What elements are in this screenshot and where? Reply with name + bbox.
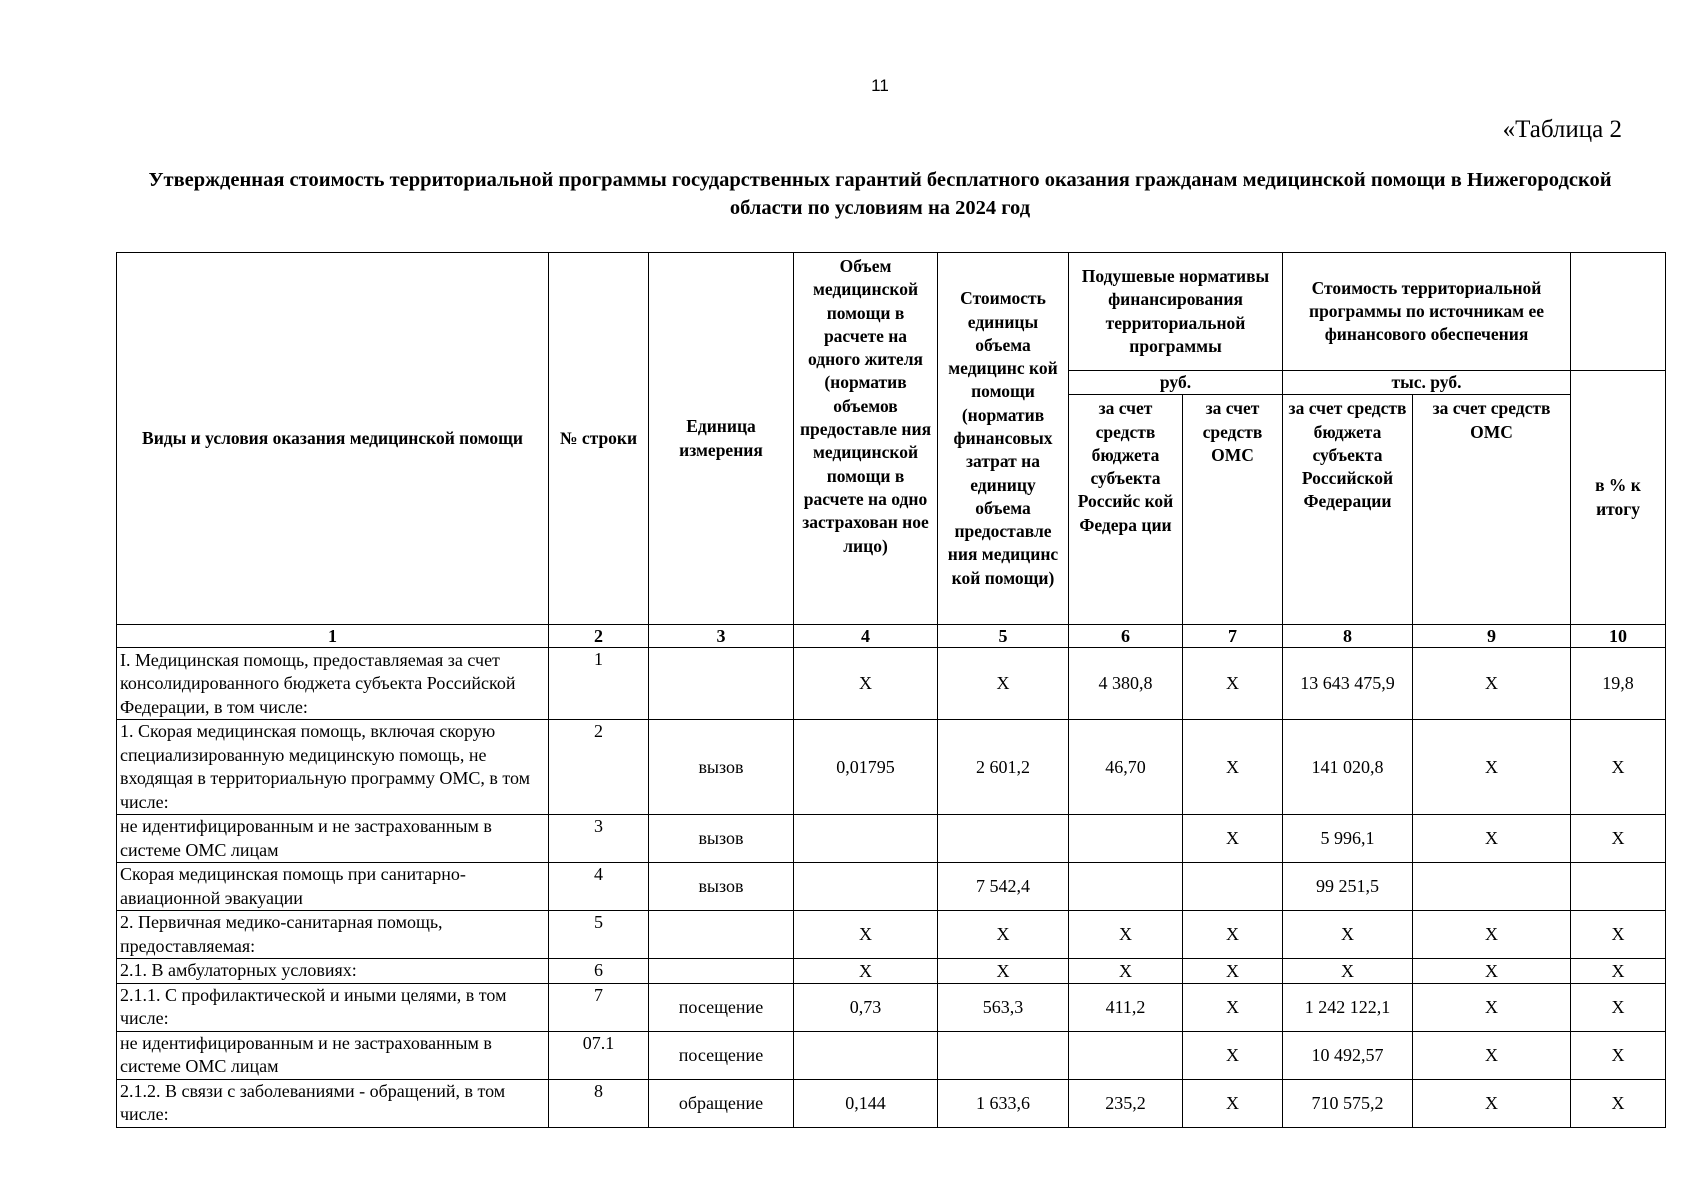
value-cell-c6: 235,2 — [1069, 1079, 1183, 1127]
row-number-cell: 3 — [549, 815, 649, 863]
header-percent-of-total: в % к итогу — [1571, 371, 1666, 625]
value-cell-c6: 4 380,8 — [1069, 648, 1183, 720]
row-number-cell: 2 — [549, 720, 649, 815]
value-cell-c4: Х — [794, 911, 938, 959]
column-number: 10 — [1571, 625, 1666, 648]
table-row — [117, 911, 1666, 959]
header-service-types: Виды и условия оказания медицинской помощи — [117, 253, 549, 625]
value-cell-c9: Х — [1413, 648, 1571, 720]
column-number: 3 — [649, 625, 794, 648]
value-cell-c4: 0,01795 — [794, 720, 938, 815]
table-row — [117, 720, 1666, 815]
value-cell-c8: 5 996,1 — [1283, 815, 1413, 863]
service-type-cell: не идентифицированным и не застрахованным в системе ОМС лицам — [117, 1031, 549, 1079]
service-type-cell: 2. Первичная медико-санитарная помощь, предоставляемая: — [117, 911, 549, 959]
value-cell-c5: 2 601,2 — [938, 720, 1069, 815]
column-number: 5 — [938, 625, 1069, 648]
value-cell-c7: Х — [1183, 911, 1283, 959]
column-number: 9 — [1413, 625, 1571, 648]
unit-cell: вызов — [649, 863, 794, 911]
value-cell-c10: 19,8 — [1571, 648, 1666, 720]
value-cell-c6: 411,2 — [1069, 983, 1183, 1031]
value-cell-c6 — [1069, 1031, 1183, 1079]
value-cell-c5: Х — [938, 959, 1069, 984]
value-cell-c9: Х — [1413, 1079, 1571, 1127]
row-number-cell: 1 — [549, 648, 649, 720]
value-cell-c10: Х — [1571, 983, 1666, 1031]
value-cell-c10: Х — [1571, 1031, 1666, 1079]
value-cell-c8: Х — [1283, 911, 1413, 959]
value-cell-c8: 1 242 122,1 — [1283, 983, 1413, 1031]
value-cell-c5 — [938, 815, 1069, 863]
column-number: 2 — [549, 625, 649, 648]
value-cell-c10: Х — [1571, 815, 1666, 863]
row-number-cell: 07.1 — [549, 1031, 649, 1079]
header-unit-cost: Стоимость единицы объема медицинс кой помощи (норматив финансовых затрат на единицу объема предоставле ния медицинс кой помощи) — [938, 253, 1069, 625]
value-cell-c7: Х — [1183, 648, 1283, 720]
value-cell-c7: Х — [1183, 720, 1283, 815]
header-budget-thous: за счет средств бюджета субъекта Российской Федерации — [1283, 395, 1413, 625]
row-number-cell: 7 — [549, 983, 649, 1031]
header-row-number: № строки — [549, 253, 649, 625]
service-type-cell: не идентифицированным и не застрахованным в системе ОМС лицам — [117, 815, 549, 863]
cost-table — [116, 252, 1666, 1128]
value-cell-c9: Х — [1413, 815, 1571, 863]
row-number-cell: 8 — [549, 1079, 649, 1127]
value-cell-c10: Х — [1571, 720, 1666, 815]
service-type-cell: 2.1.2. В связи с заболеваниями - обращений, в том числе: — [117, 1079, 549, 1127]
column-number: 7 — [1183, 625, 1283, 648]
value-cell-c6 — [1069, 815, 1183, 863]
unit-cell: посещение — [649, 1031, 794, 1079]
row-number-cell: 6 — [549, 959, 649, 984]
value-cell-c9: Х — [1413, 720, 1571, 815]
value-cell-c9: Х — [1413, 1031, 1571, 1079]
value-cell-c7: Х — [1183, 1079, 1283, 1127]
column-number: 1 — [117, 625, 549, 648]
value-cell-c5: 7 542,4 — [938, 863, 1069, 911]
value-cell-c9: Х — [1413, 983, 1571, 1031]
value-cell-c6: 46,70 — [1069, 720, 1183, 815]
value-cell-c7: Х — [1183, 959, 1283, 984]
value-cell-c4: 0,144 — [794, 1079, 938, 1127]
value-cell-c4 — [794, 863, 938, 911]
table-row — [117, 815, 1666, 863]
header-empty-top — [1571, 253, 1666, 371]
column-number: 8 — [1283, 625, 1413, 648]
table-row — [117, 983, 1666, 1031]
page-number: 11 — [871, 76, 889, 95]
unit-cell — [649, 959, 794, 984]
column-number: 4 — [794, 625, 938, 648]
header-budget-rub: за счет средств бюджета субъекта Российс кой Федера ции — [1069, 395, 1183, 625]
header-per-capita-group: Подушевые нормативы финансирования территориальной программы — [1069, 253, 1283, 371]
value-cell-c8: Х — [1283, 959, 1413, 984]
value-cell-c10: Х — [1571, 911, 1666, 959]
table-row — [117, 1031, 1666, 1079]
unit-cell: вызов — [649, 815, 794, 863]
value-cell-c8: 10 492,57 — [1283, 1031, 1413, 1079]
value-cell-c4 — [794, 815, 938, 863]
value-cell-c10: Х — [1571, 959, 1666, 984]
table-row — [117, 1079, 1666, 1127]
value-cell-c6: Х — [1069, 959, 1183, 984]
value-cell-c9 — [1413, 863, 1571, 911]
unit-cell: вызов — [649, 720, 794, 815]
row-number-cell: 4 — [549, 863, 649, 911]
value-cell-c8: 13 643 475,9 — [1283, 648, 1413, 720]
value-cell-c7: Х — [1183, 1031, 1283, 1079]
unit-cell: посещение — [649, 983, 794, 1031]
column-numbers-row — [117, 625, 1666, 648]
unit-cell: обращение — [649, 1079, 794, 1127]
value-cell-c7 — [1183, 863, 1283, 911]
value-cell-c5 — [938, 1031, 1069, 1079]
value-cell-c9: Х — [1413, 911, 1571, 959]
header-oms-rub: за счет средств ОМС — [1183, 395, 1283, 625]
service-type-cell: Скорая медицинская помощь при санитарно-авиационной эвакуации — [117, 863, 549, 911]
value-cell-c9: Х — [1413, 959, 1571, 984]
value-cell-c4 — [794, 1031, 938, 1079]
value-cell-c5: Х — [938, 648, 1069, 720]
value-cell-c7: Х — [1183, 983, 1283, 1031]
value-cell-c10 — [1571, 863, 1666, 911]
value-cell-c8: 141 020,8 — [1283, 720, 1413, 815]
service-type-cell: I. Медицинская помощь, предоставляемая за счет консолидированного бюджета субъекта Российской Федерации, в том числе: — [117, 648, 549, 720]
value-cell-c4: Х — [794, 648, 938, 720]
service-type-cell: 2.1. В амбулаторных условиях: — [117, 959, 549, 984]
row-number-cell: 5 — [549, 911, 649, 959]
table-label: «Таблица 2 — [1502, 116, 1622, 143]
value-cell-c10: Х — [1571, 1079, 1666, 1127]
value-cell-c5: 1 633,6 — [938, 1079, 1069, 1127]
header-unit-thous-rub: тыс. руб. — [1283, 371, 1571, 395]
table-row — [117, 959, 1666, 984]
header-cost-group: Стоимость территориальной программы по источникам ее финансового обеспечения — [1283, 253, 1571, 371]
value-cell-c5: Х — [938, 911, 1069, 959]
value-cell-c6 — [1069, 863, 1183, 911]
unit-cell — [649, 911, 794, 959]
column-number: 6 — [1069, 625, 1183, 648]
document-title: Утвержденная стоимость территориальной программы государственных гарантий бесплатного оказания гражданам медицинской помощи в Нижегородской области по условиям на 2024 год — [148, 169, 1612, 219]
header-volume: Объем медицинской помощи в расчете на одного жителя (норматив объемов предоставле ния медицинской помощи в расчете на одно застрахован ное лицо) — [794, 253, 938, 625]
header-unit: Единица измерения — [649, 253, 794, 625]
header-oms-thous: за счет средств ОМС — [1413, 395, 1571, 625]
value-cell-c4: 0,73 — [794, 983, 938, 1031]
value-cell-c7: Х — [1183, 815, 1283, 863]
value-cell-c4: Х — [794, 959, 938, 984]
table-row — [117, 863, 1666, 911]
unit-cell — [649, 648, 794, 720]
service-type-cell: 2.1.1. С профилактической и иными целями, в том числе: — [117, 983, 549, 1031]
value-cell-c8: 710 575,2 — [1283, 1079, 1413, 1127]
value-cell-c6: Х — [1069, 911, 1183, 959]
value-cell-c8: 99 251,5 — [1283, 863, 1413, 911]
header-unit-rub: руб. — [1069, 371, 1283, 395]
value-cell-c5: 563,3 — [938, 983, 1069, 1031]
service-type-cell: 1. Скорая медицинская помощь, включая скорую специализированную медицинскую помощь, не входящая в территориальную программу ОМС, в том числе: — [117, 720, 549, 815]
table-row — [117, 648, 1666, 720]
